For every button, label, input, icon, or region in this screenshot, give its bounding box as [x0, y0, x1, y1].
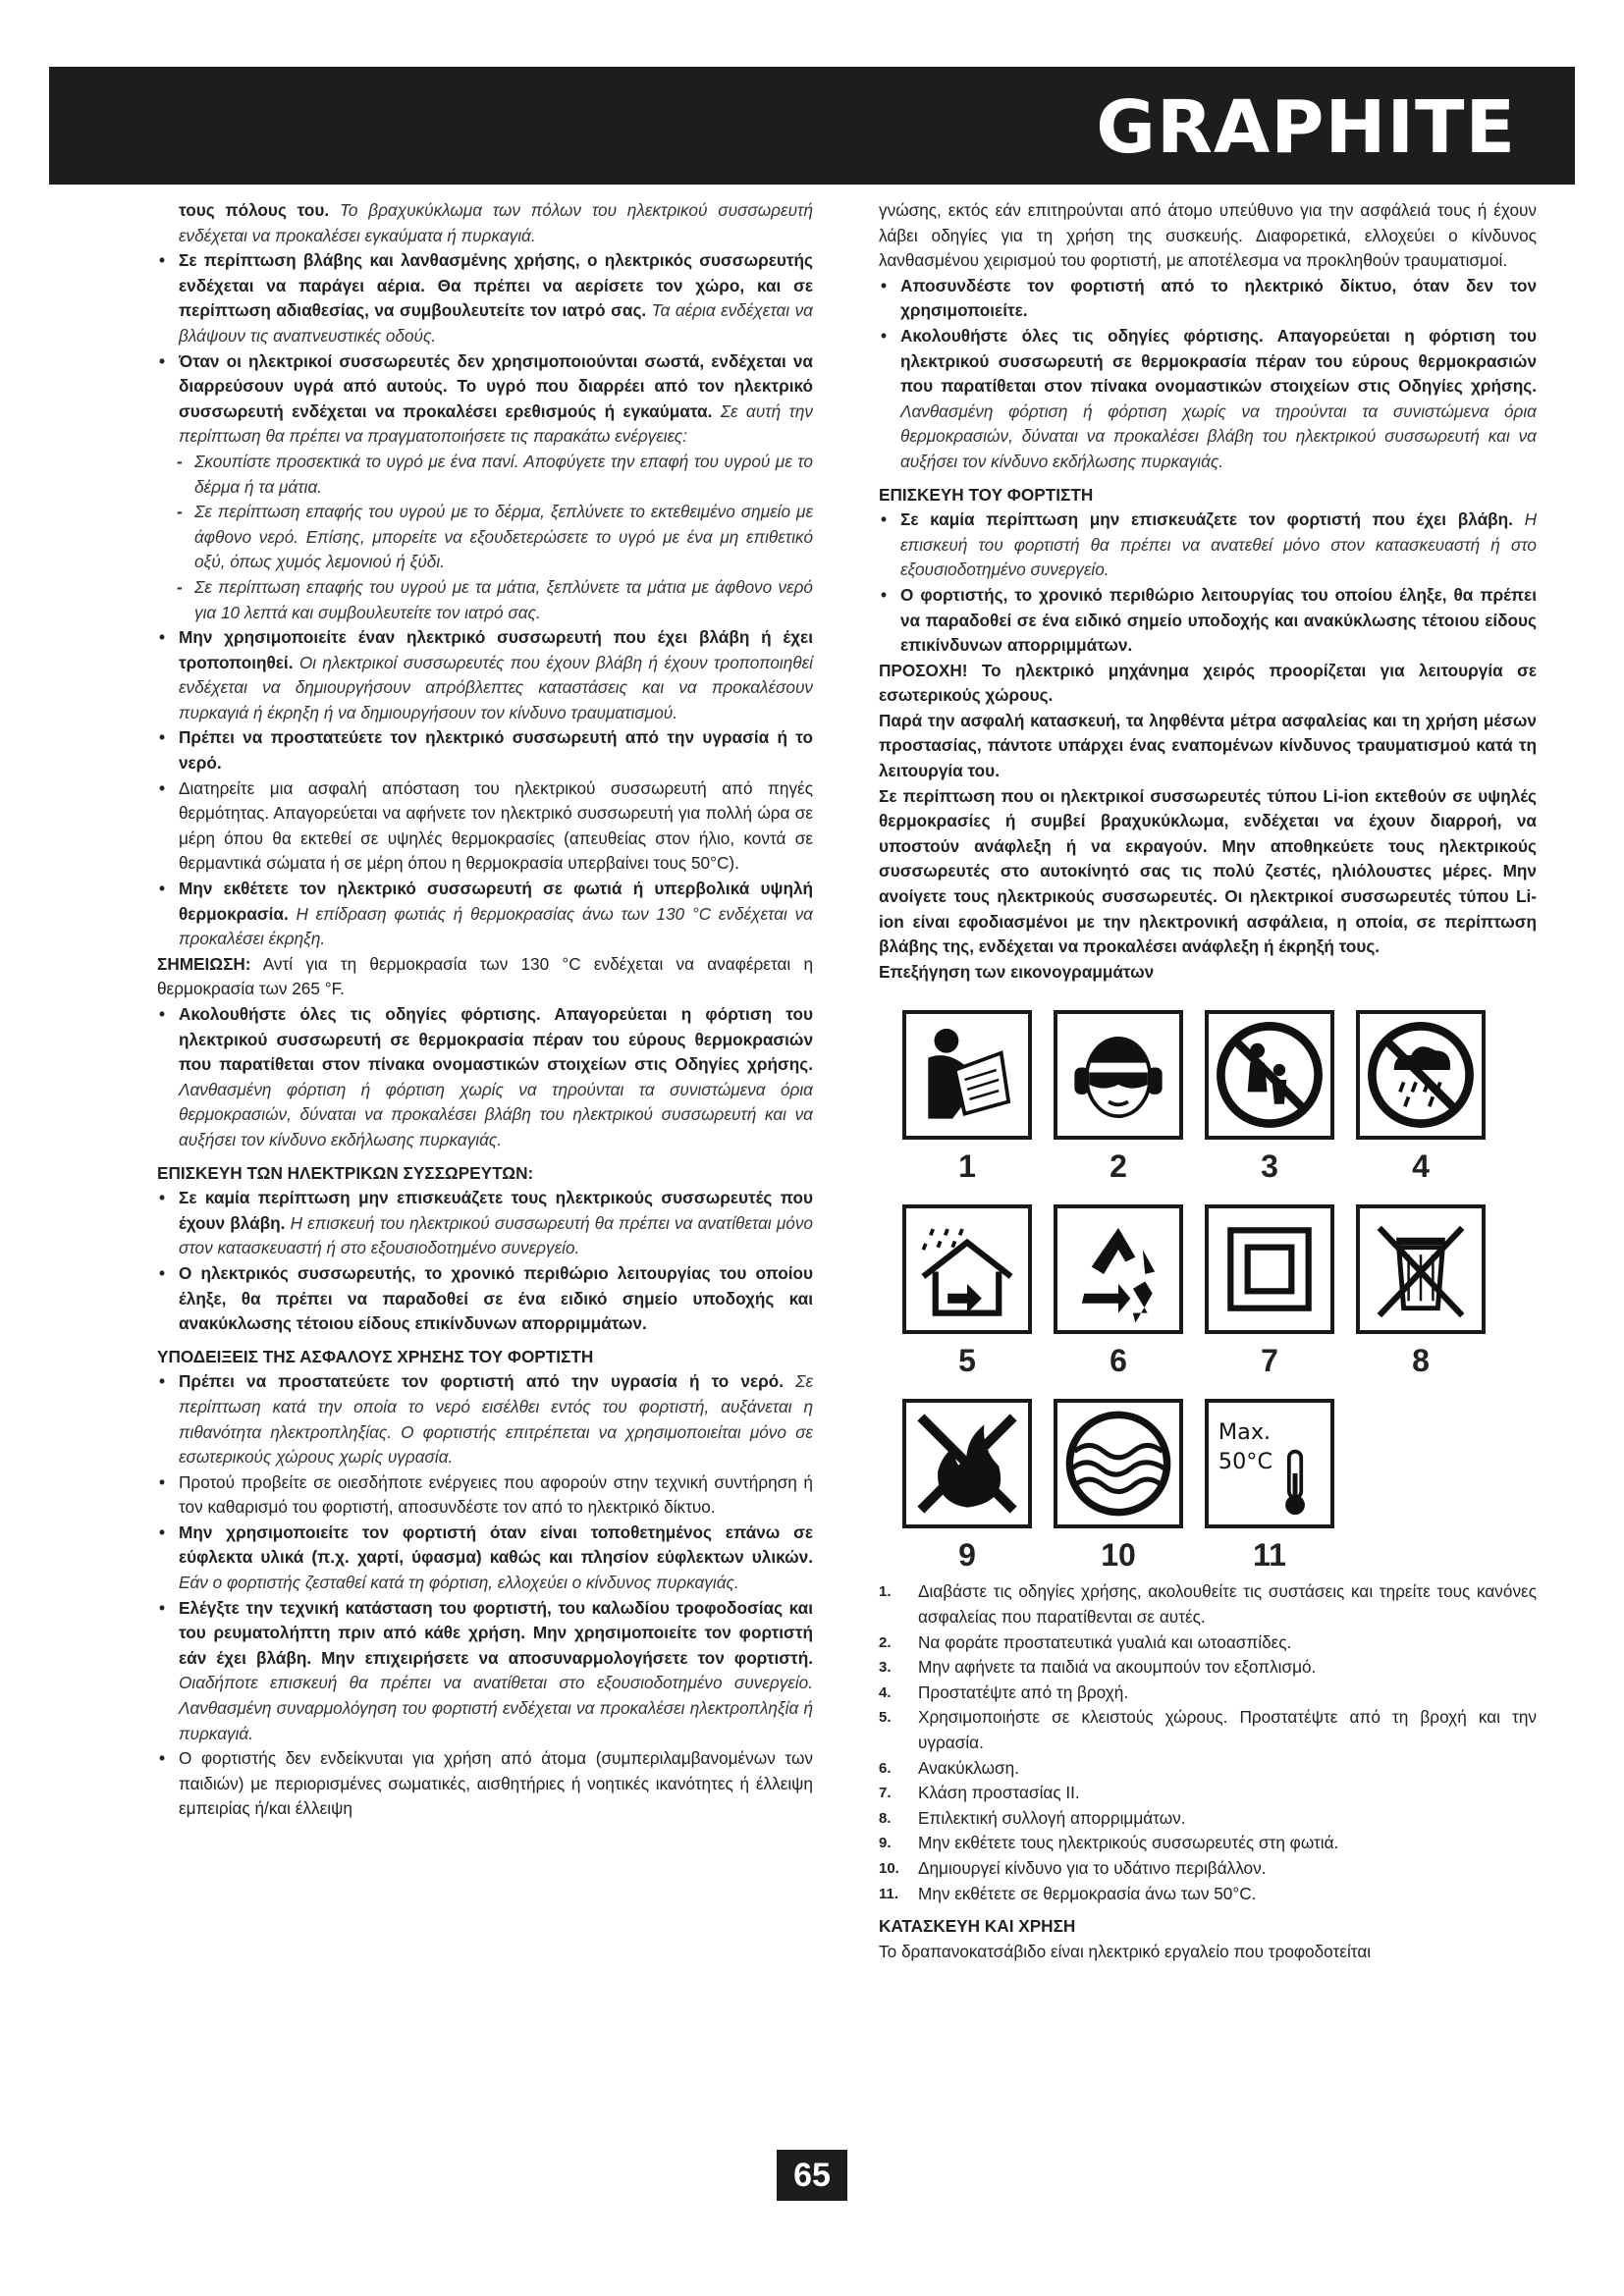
icon-number: 2 — [1110, 1148, 1127, 1185]
legend-item: 3. Μην αφήνετε τα παιδιά να ακουμπούν τον εξοπλισμό. — [879, 1657, 1317, 1678]
no-fire-icon — [902, 1399, 1032, 1528]
legend-item: 7. Κλάση προστασίας II. — [879, 1783, 1080, 1803]
legend-item: 5. Χρησιμοποιήστε σε κλειστούς χώρους. Προστατέψτε από τη βροχή και την υγρασία. — [879, 1707, 1537, 1752]
bullet-item: • Σε καμία περίπτωση μην επισκευάζετε τον φορτιστή που έχει βλάβη. Η επισκευή του φορτιστή θα πρέπει να ανατεθεί μόνο στον κατασκευαστή ή στο εξουσιοδοτημένο συνεργείο. — [879, 507, 1537, 583]
icon-number: 10 — [1101, 1537, 1136, 1574]
max-temp-icon — [1205, 1399, 1334, 1528]
paragraph: γνώσης, εκτός εάν επιτηρούνται από άτομο υπεύθυνο για την ασφάλειά τους ή έχουν λάβει οδηγίες για τη χρήση της συσκευής. Διαφορετικά, ελλοχεύει ο κίνδυνος λανθασμένου χειρισμού του φορτιστή, με αποτέλεσμα να προκληθούν τραυματισμοί. — [879, 200, 1537, 271]
bullet-item: • Μην εκθέτετε τον ηλεκτρικό συσσωρευτή σε φωτιά ή υπερβολικά υψηλή θερμοκρασία. Η επίδραση φωτιάς ή θερμοκρασίας άνω των 130 °C ενδέχεται να προκαλέσει έκρηξη. — [157, 877, 813, 952]
icon-number: 5 — [958, 1343, 976, 1379]
bullet-item: • Σε περίπτωση βλάβης και λανθασμένης χρήσης, ο ηλεκτρικός συσσωρευτής ενδέχεται να παράγει αέρια. Θα πρέπει να αερίσετε τον χώρο, και σε περίπτωση αδιαθεσίας, να συμβουλευτείτε τον ιατρό σας. Τα αέρια ενδέχεται να βλάψουν τις αναπνευστικές οδούς. — [157, 248, 813, 348]
bullet-item: • Μην χρησιμοποιείτε έναν ηλεκτρικό συσσωρευτή που έχει βλάβη ή έχει τροποποιηθεί. Οι ηλεκτρικοί συσσωρευτές που έχουν βλάβη ή έχουν τροποποιηθεί ενδέχεται να δημιουργήσουν απρόβλεπτες καταστάσεις και να προκαλέσουν πυρκαγιά ή έκρηξη ή να δημιουργήσουν τον κίνδυνο τραυματισμού. — [157, 625, 813, 725]
bullet-item: • Αποσυνδέστε τον φορτιστή από το ηλεκτρικό δίκτυο, όταν δεν τον χρησιμοποιείτε. — [879, 274, 1537, 324]
class-ii-icon — [1205, 1204, 1334, 1334]
left-column — [157, 198, 813, 1822]
icon-number: 11 — [1253, 1537, 1286, 1574]
bullet-item: • Διατηρείτε μια ασφαλή απόσταση του ηλεκτρικού συσσωρευτή από πηγές θερμότητας. Απαγορεύεται να αφήνετε τον ηλεκτρικό συσσωρευτή για πολλή ώρα σε μέρη όπου θα εκτεθεί σε υψηλές θερμοκρασίες (απευθείας στον ήλιο, κοντά σε θερμαντικά σώματα ή σε μέρη όπου η θερμοκρασία υπερβαίνει τους 50°C). — [157, 776, 813, 877]
legend-item: 4. Προστατέψτε από τη βροχή. — [879, 1682, 1129, 1702]
pictogram-legend — [879, 1579, 1537, 1906]
right-column — [879, 198, 1537, 1964]
section-heading: ΕΠΙΣΚΕΥΗ ΤΩΝ ΗΛΕΚΤΡΙΚΩΝ ΣΥΣΣΩΡΕΥΤΩΝ: — [157, 1162, 534, 1183]
bullet-item: • Πρέπει να προστατεύετε τον φορτιστή από την υγρασία ή το νερό. Σε περίπτωση κατά την οποία το νερό εισέλθει εντός του φορτιστή, αυξάνεται η πιθανότητα ηλεκτροπληξίας. Ο φορτιστής επιτρέπεται να χρησιμοποιείται μόνο σε εσωτερικούς χώρους χωρίς υγρασία. — [157, 1369, 813, 1469]
section-heading: ΥΠΟΔΕΙΞΕΙΣ ΤΗΣ ΑΣΦΑΛΟΥΣ ΧΡΗΣΗΣ ΤΟΥ ΦΟΡΤΙΣΤΗ — [157, 1346, 594, 1366]
icon-number: 7 — [1261, 1343, 1278, 1379]
section-heading: ΚΑΤΑΣΚΕΥΗ ΚΑΙ ΧΡΗΣΗ — [879, 1916, 1076, 1937]
paragraph: Το δραπανοκατσάβιδο είναι ηλεκτρικό εργαλείο που τροφοδοτείται — [879, 1941, 1372, 1961]
bullet-item: • Ελέγξτε την τεχνική κατάσταση του φορτιστή, του καλωδίου τροφοδοσίας και του ρευματολήπτη πριν από κάθε χρήση. Μην χρησιμοποιείτε τον φορτιστή εάν έχει βλάβη. Μην επιχειρήσετε να αποσυναρμολογήσετε τον φορτιστή. Οιαδήποτε επισκευή θα πρέπει να ανατίθεται στο εξουσιοδοτημένο συνεργείο. Λανθασμένη συναρμολόγηση του φορτιστή ενδέχεται να προκαλέσει ηλεκτροπληξία ή πυρκαγιά. — [157, 1596, 813, 1747]
note: ΣΗΜΕΙΩΣΗ: Αντί για τη θερμοκρασία των 130 °C ενδέχεται να αναφέρεται η θερμοκρασία των 265 °F. — [157, 953, 813, 999]
sub-item: - Σκουπίστε προσεκτικά το υγρό με ένα πανί. Αποφύγετε την επαφή του υγρού με το δέρμα ή τα μάτια. — [157, 450, 813, 500]
icon-number: 8 — [1412, 1343, 1430, 1379]
read-manual-icon — [902, 1010, 1032, 1140]
weee-bin-icon — [1356, 1204, 1486, 1334]
icon-number: 4 — [1412, 1148, 1430, 1185]
page-number: 65 — [777, 2150, 847, 2201]
bullet-item: • Μην χρησιμοποιείτε τον φορτιστή όταν είναι τοποθετημένος επάνω σε εύφλεκτα υλικά (π.χ. χαρτί, ύφασμα) καθώς και πλησίον εύφλεκτων υλικών. Εάν ο φορτιστής ζεσταθεί κατά τη φόρτιση, ελλοχεύει ο κίνδυνος πυρκαγιάς. — [157, 1521, 813, 1596]
max-label: Max. — [1218, 1419, 1272, 1446]
icon-number: 1 — [958, 1148, 976, 1185]
no-rain-icon — [1356, 1010, 1486, 1140]
max-temp-value: 50°C — [1218, 1449, 1273, 1475]
bullet-item: • Ακολουθήστε όλες τις οδηγίες φόρτισης. Απαγορεύεται η φόρτιση του ηλεκτρικού συσσωρευτή σε θερμοκρασία πέραν του εύρους θερμοκρασιών που παρατίθεται στον πίνακα ονομαστικών στοιχείων στις Οδηγίες χρήσης. Λανθασμένη φόρτιση ή φόρτιση χωρίς να τηρούνται τα συνιστώμενα όρια θερμοκρασιών, δύναται να προκαλέσει βλάβη του ηλεκτρικού συσσωρευτή και να αυξήσει τον κίνδυνο εκδήλωσης πυρκαγιάς. — [879, 324, 1537, 475]
icon-number: 3 — [1261, 1148, 1278, 1185]
legend-item: 10. Δημιουργεί κίνδυνο για το υδάτινο περιβάλλον. — [879, 1857, 1267, 1878]
sub-item: - Σε περίπτωση επαφής του υγρού με τα μάτια, ξεπλύνετε τα μάτια με άφθονο νερό για 10 λεπτά και συμβουλευτείτε τον ιατρό σας. — [157, 575, 813, 625]
icon-number: 9 — [958, 1537, 976, 1574]
bullet-item: • Ο φορτιστής δεν ενδείκνυται για χρήση από άτομα (συμπεριλαμβανομένων των παιδιών) με περιορισμένες σωματικές, αισθητήριες ή νοητικές ικανότητες ή έλλειψη εμπειρίας ή/και έλλειψη — [157, 1746, 813, 1822]
legend-item: 8. Επιλεκτική συλλογή απορριμμάτων. — [879, 1807, 1186, 1828]
section-heading: ΕΠΙΣΚΕΥΗ ΤΟΥ ΦΟΡΤΙΣΤΗ — [879, 484, 1094, 505]
bullet-item: • Σε καμία περίπτωση μην επισκευάζετε τους ηλεκτρικούς συσσωρευτές που έχουν βλάβη. Η επισκευή του ηλεκτρικού συσσωρευτή θα πρέπει να ανατίθεται μόνο στον κατασκευαστή ή στο εξουσιοδοτημένο συνεργείο. — [157, 1186, 813, 1261]
water-hazard-icon — [1054, 1399, 1183, 1528]
paragraph: Παρά την ασφαλή κατασκευή, τα ληφθέντα μέτρα ασφαλείας και τη χρήση μέσων προστασίας, πάντοτε υπάρχει ένας εναπομένων κίνδυνος τραυματισμού κατά τη λειτουργία του. — [879, 710, 1537, 781]
bullet-item: • Όταν οι ηλεκτρικοί συσσωρευτές δεν χρησιμοποιούνται σωστά, ενδέχεται να διαρρεύσουν υγρά από αυτούς. Το υγρό που διαρρέει από τον ηλεκτρικό συσσωρευτή ενδέχεται να προκαλέσει ερεθισμούς ή εγκαύματα. Σε αυτή την περίπτωση θα πρέπει να πραγματοποιήσετε τις παρακάτω ενέργειες: — [157, 349, 813, 450]
no-children-icon — [1205, 1010, 1334, 1140]
warning: ΠΡΟΣΟΧΗ! Το ηλεκτρικό μηχάνημα χειρός προορίζεται για λειτουργία σε εσωτερικούς χώρους. — [879, 660, 1537, 706]
indoor-use-icon — [902, 1204, 1032, 1334]
recycle-icon — [1054, 1204, 1183, 1334]
section-heading: Επεξήγηση των εικονογραμμάτων — [879, 961, 1155, 982]
legend-item: 9. Μην εκθέτετε τους ηλεκτρικούς συσσωρευτές στη φωτιά. — [879, 1833, 1339, 1853]
paragraph: τους πόλους του. Το βραχυκύκλωμα των πόλων του ηλεκτρικού συσσωρευτή ενδέχεται να προκαλέσει εγκαύματα ή πυρκαγιά. — [179, 200, 813, 245]
legend-item: 6. Ανακύκλωση. — [879, 1757, 1019, 1778]
icon-number: 6 — [1110, 1343, 1127, 1379]
legend-item: 11. Μην εκθέτετε σε θερμοκρασία άνω των 50°C. — [879, 1883, 1257, 1903]
sub-item: - Σε περίπτωση επαφής του υγρού με το δέρμα, ξεπλύνετε το εκτεθειμένο σημείο με άφθονο νερό. Επίσης, μπορείτε να εξουδετερώσετε το υγρό με ένα μη επιθετικό οξύ, όπως χυμός λεμονιού ή ξύδι. — [157, 500, 813, 575]
legend-item: 1. Διαβάστε τις οδηγίες χρήσης, ακολουθείτε τις συστάσεις και τηρείτε τους κανόνες ασφαλείας που παρατίθενται σε αυτές. — [879, 1581, 1537, 1627]
brand-logo: GRAPHITE — [1096, 85, 1516, 170]
bullet-item: • Προτού προβείτε σε οιεσδήποτε ενέργειες που αφορούν στην τεχνική συντήρηση ή τον καθαρισμό του φορτιστή, αποσυνδέστε τον από το ηλεκτρικό δίκτυο. — [157, 1470, 813, 1521]
pictogram-grid — [902, 1010, 1491, 1574]
bullet-item: • Πρέπει να προστατεύετε τον ηλεκτρικό συσσωρευτή από την υγρασία ή το νερό. — [157, 725, 813, 775]
header-bar — [49, 67, 1575, 185]
bullet-item: • Ο ηλεκτρικός συσσωρευτής, το χρονικό περιθώριο λειτουργίας του οποίου έληξε, θα πρέπει να παραδοθεί σε ένα ειδικό σημείο υποδοχής και ανακύκλωσης τέτοιου είδους επικίνδυνων απορριμμάτων. — [157, 1261, 813, 1337]
bullet-item: • Ο φορτιστής, το χρονικό περιθώριο λειτουργίας του οποίου έληξε, θα πρέπει να παραδοθεί σε ένα ειδικό σημείο υποδοχής και ανακύκλωσης τέτοιου είδους επικίνδυνων απορριμμάτων. — [879, 583, 1537, 659]
goggles-earmuffs-icon — [1054, 1010, 1183, 1140]
paragraph: Σε περίπτωση που οι ηλεκτρικοί συσσωρευτές τύπου Li-ion εκτεθούν σε υψηλές θερμοκρασίες ή συμβεί βραχυκύκλωμα, ενδέχεται να έχουν διαρροή, να υποστούν ανάφλεξη ή να εκραγούν. Μην αποθηκεύετε τους ηλεκτρικούς συσσωρευτές στο αυτοκίνητό σας τις πολύ ζεστές, ηλιόλουστες μέρες. Μην ανοίγετε τους ηλεκτρικούς συσσωρευτές. Οι ηλεκτρικοί συσσωρευτές τύπου Li-ion είναι εφοδιασμένοι με την ηλεκτρονική ασφάλεια, η οποία, σε περίπτωση βλάβης της, ενδέχεται να προκαλέσει ανάφλεξη ή έκρηξή τους. — [879, 785, 1537, 957]
bullet-item: • Ακολουθήστε όλες τις οδηγίες φόρτισης. Απαγορεύεται η φόρτιση του ηλεκτρικού συσσωρευτή σε θερμοκρασία πέραν του εύρους θερμοκρασιών που παρατίθεται στον πίνακα ονομαστικών στοιχείων στις Οδηγίες χρήσης. Λανθασμένη φόρτιση ή φόρτιση χωρίς να τηρούνται τα συνιστώμενα όρια θερμοκρασιών, δύναται να προκαλέσει βλάβη του ηλεκτρικού συσσωρευτή και να αυξήσει τον κίνδυνο εκδήλωσης πυρκαγιάς. — [157, 1002, 813, 1153]
legend-item: 2. Να φοράτε προστατευτικά γυαλιά και ωτοασπίδες. — [879, 1631, 1292, 1652]
